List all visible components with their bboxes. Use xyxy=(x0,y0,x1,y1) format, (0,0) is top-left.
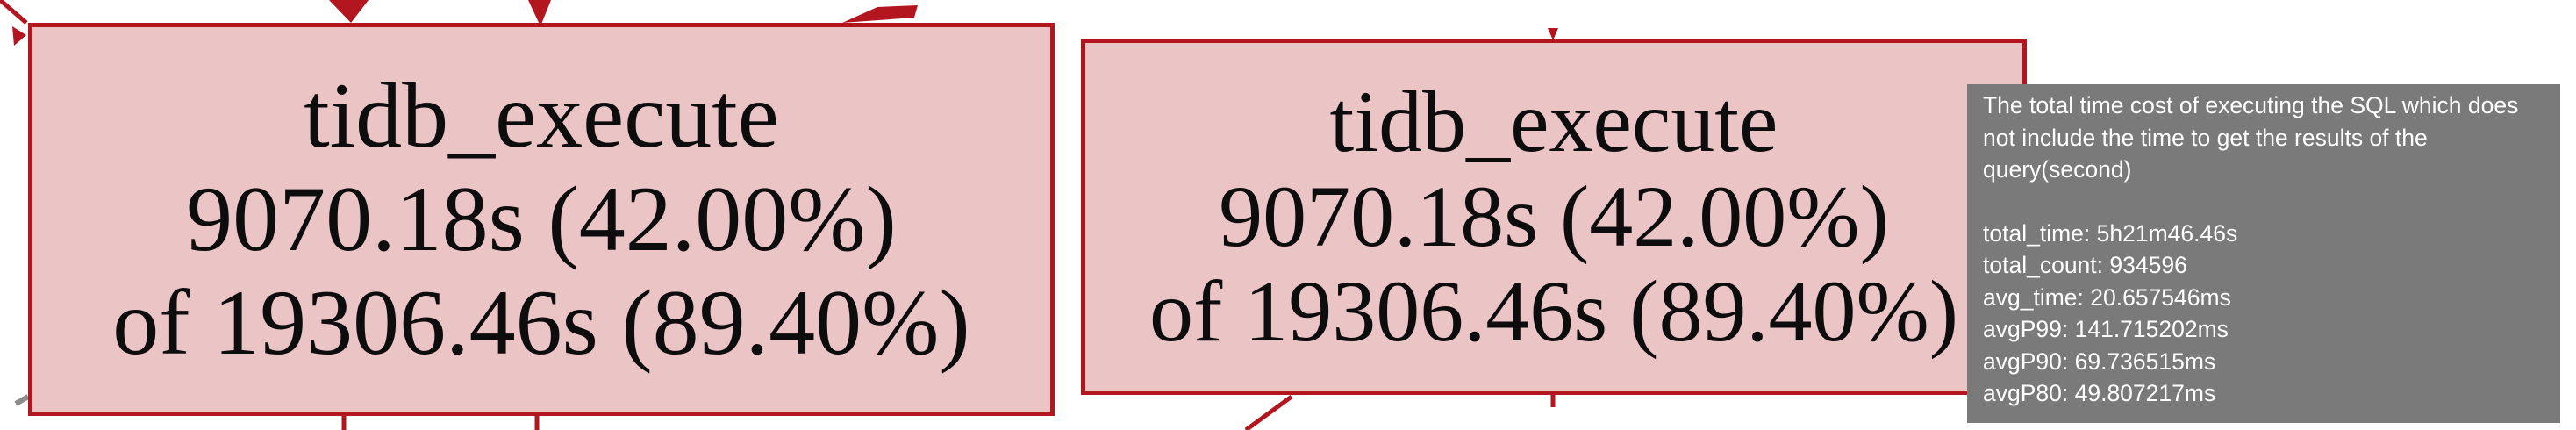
node-name-label: tidb_execute xyxy=(304,64,779,167)
tooltip-stat-avg-p90: avgP90: 69.736515ms xyxy=(1983,348,2216,375)
node-tooltip xyxy=(1967,84,2560,423)
node-cumulative-time-label: of 19306.46s (89.40%) xyxy=(1148,262,1959,360)
node-name-label: tidb_execute xyxy=(1329,73,1778,170)
edge-arrowhead[interactable] xyxy=(842,5,918,23)
edge-line[interactable] xyxy=(1246,397,1292,430)
edge-arrowhead[interactable] xyxy=(329,0,369,23)
tooltip-stat-avg-p99: avgP99: 141.715202ms xyxy=(1983,316,2229,342)
edge-line[interactable] xyxy=(0,0,26,23)
tooltip-stat-avg-p80: avgP80: 49.807217ms xyxy=(1983,380,2216,406)
tooltip-stat-total-count: total_count: 934596 xyxy=(1983,252,2187,278)
edge-line[interactable] xyxy=(16,397,28,404)
graph-node-tidb-execute[interactable] xyxy=(28,23,1055,416)
tooltip-stat-avg-time: avg_time: 20.657546ms xyxy=(1983,283,2231,311)
edge-arrowhead[interactable] xyxy=(12,26,26,46)
node-cumulative-time-label: of 19306.46s (89.40%) xyxy=(112,271,970,374)
node-flat-time-label: 9070.18s (42.00%) xyxy=(1219,168,1889,265)
tooltip-stat-total-time: total_time: 5h21m46.46s xyxy=(1983,219,2238,247)
node-flat-time-label: 9070.18s (42.00%) xyxy=(186,168,897,270)
tooltip-description: The total time cost of executing the SQL which does not include the time to get the results of the query(second) xyxy=(1983,92,2519,183)
graph-node-tidb-execute-hovered[interactable] xyxy=(1081,39,2027,395)
